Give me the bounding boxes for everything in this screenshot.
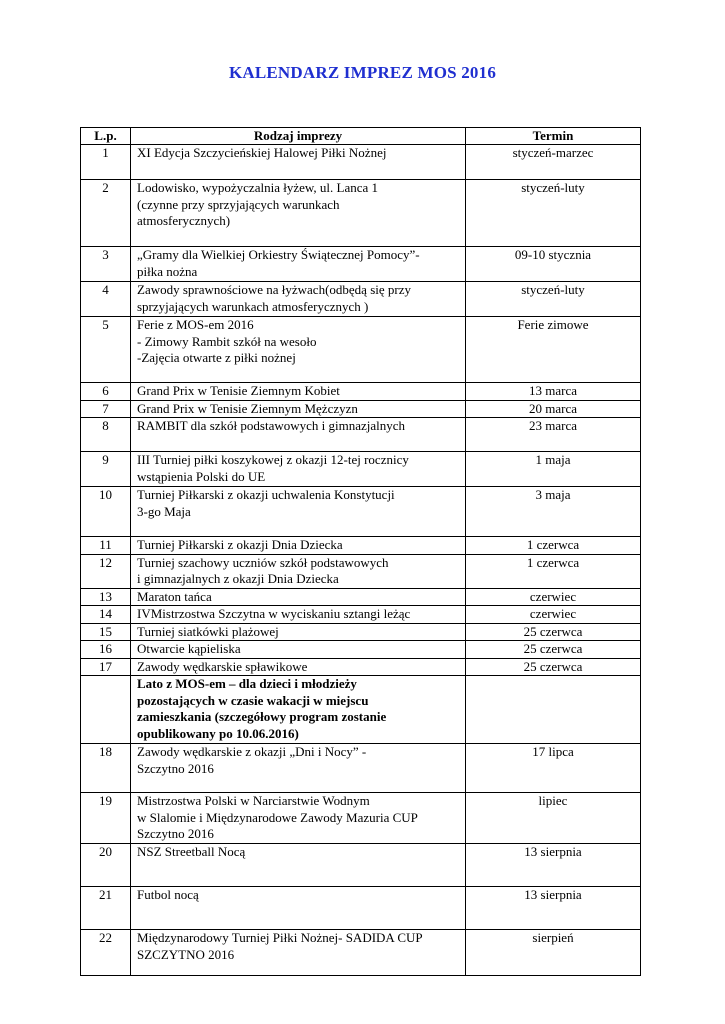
row-lp: 14 — [81, 606, 131, 624]
row-event: Zawody wędkarskie spławikowe — [131, 658, 466, 676]
table-row — [81, 487, 641, 537]
row-term: 13 sierpnia — [466, 887, 641, 930]
row-event: RAMBIT dla szkół podstawowych i gimnazjalnych — [131, 418, 466, 452]
row-event: Turniej szachowy uczniów szkół podstawowych i gimnazjalnych z okazji Dnia Dziecka — [131, 554, 466, 588]
row-term: styczeń-luty — [466, 282, 641, 317]
table-row — [81, 554, 641, 588]
row-event: Futbol nocą — [131, 887, 466, 930]
row-term: 13 sierpnia — [466, 844, 641, 887]
table-row — [81, 247, 641, 282]
row-term: 1 czerwca — [466, 537, 641, 555]
row-event: „Gramy dla Wielkiej Orkiestry Świątecznej Pomocy”- piłka nożna — [131, 247, 466, 282]
row-lp: 2 — [81, 180, 131, 247]
row-event: Zawody wędkarskie z okazji „Dni i Nocy” - Szczytno 2016 — [131, 744, 466, 793]
row-lp: 19 — [81, 793, 131, 844]
row-lp: 21 — [81, 887, 131, 930]
row-lp: 9 — [81, 452, 131, 487]
row-event: Grand Prix w Tenisie Ziemnym Mężczyzn — [131, 400, 466, 418]
row-term: czerwiec — [466, 606, 641, 624]
row-lp: 18 — [81, 744, 131, 793]
row-term: sierpień — [466, 930, 641, 976]
row-lp: 5 — [81, 317, 131, 383]
row-term — [466, 676, 641, 744]
row-term: 25 czerwca — [466, 658, 641, 676]
row-term: 09-10 stycznia — [466, 247, 641, 282]
table-row — [81, 623, 641, 641]
table-row — [81, 537, 641, 555]
row-event: Międzynarodowy Turniej Piłki Nożnej- SADIDA CUP SZCZYTNO 2016 — [131, 930, 466, 976]
row-lp: 10 — [81, 487, 131, 537]
header-event-type: Rodzaj imprezy — [131, 128, 466, 145]
table-row — [81, 930, 641, 976]
row-term: 25 czerwca — [466, 623, 641, 641]
row-term: Ferie zimowe — [466, 317, 641, 383]
events-table — [80, 127, 641, 976]
row-term: 25 czerwca — [466, 641, 641, 659]
table-row — [81, 588, 641, 606]
row-term: 23 marca — [466, 418, 641, 452]
row-event: Zawody sprawnościowe na łyżwach(odbędą się przy sprzyjających warunkach atmosferycznych ) — [131, 282, 466, 317]
table-row — [81, 452, 641, 487]
row-lp: 8 — [81, 418, 131, 452]
table-row — [81, 317, 641, 383]
row-lp: 15 — [81, 623, 131, 641]
row-lp: 13 — [81, 588, 131, 606]
table-row — [81, 887, 641, 930]
row-term: 1 maja — [466, 452, 641, 487]
row-event: Turniej Piłkarski z okazji uchwalenia Konstytucji 3-go Maja — [131, 487, 466, 537]
table-row — [81, 641, 641, 659]
row-event: III Turniej piłki koszykowej z okazji 12-tej rocznicy wstąpienia Polski do UE — [131, 452, 466, 487]
row-event: Otwarcie kąpieliska — [131, 641, 466, 659]
row-lp: 22 — [81, 930, 131, 976]
row-lp: 3 — [81, 247, 131, 282]
row-event: Grand Prix w Tenisie Ziemnym Kobiet — [131, 383, 466, 401]
table-row — [81, 658, 641, 676]
row-event: Lato z MOS-em – dla dzieci i młodzieży pozostających w czasie wakacji w miejscu zamieszkania (szczegółowy program zostanie opublikowany po 10.06.2016) — [131, 676, 466, 744]
row-term: czerwiec — [466, 588, 641, 606]
table-row — [81, 606, 641, 624]
row-event: Turniej siatkówki plażowej — [131, 623, 466, 641]
table-row — [81, 418, 641, 452]
row-event: Mistrzostwa Polski w Narciarstwie Wodnym w Slalomie i Międzynarodowe Zawody Mazuria CUP Szczytno 2016 — [131, 793, 466, 844]
row-term: 13 marca — [466, 383, 641, 401]
row-event: Turniej Piłkarski z okazji Dnia Dziecka — [131, 537, 466, 555]
row-lp: 17 — [81, 658, 131, 676]
row-lp: 11 — [81, 537, 131, 555]
table-row — [81, 844, 641, 887]
row-term: 17 lipca — [466, 744, 641, 793]
row-event: Ferie z MOS-em 2016 - Zimowy Rambit szkół na wesoło -Zajęcia otwarte z piłki nożnej — [131, 317, 466, 383]
row-event: XI Edycja Szczycieńskiej Halowej Piłki Nożnej — [131, 145, 466, 180]
table-row — [81, 744, 641, 793]
table-row — [81, 400, 641, 418]
table-row — [81, 383, 641, 401]
table-row — [81, 282, 641, 317]
row-event: NSZ Streetball Nocą — [131, 844, 466, 887]
row-lp: 20 — [81, 844, 131, 887]
row-lp: 7 — [81, 400, 131, 418]
table-row — [81, 145, 641, 180]
row-event: IVMistrzostwa Szczytna w wyciskaniu sztangi leżąc — [131, 606, 466, 624]
row-term: styczeń-marzec — [466, 145, 641, 180]
row-term: 20 marca — [466, 400, 641, 418]
row-lp: 1 — [81, 145, 131, 180]
document-title: KALENDARZ IMPREZ MOS 2016 — [228, 63, 497, 82]
header-lp: L.p. — [81, 128, 131, 145]
row-lp: 6 — [81, 383, 131, 401]
table-row — [81, 180, 641, 247]
table-row — [81, 793, 641, 844]
row-term: 3 maja — [466, 487, 641, 537]
row-lp — [81, 676, 131, 744]
row-lp: 4 — [81, 282, 131, 317]
row-term: lipiec — [466, 793, 641, 844]
table-header-row — [81, 128, 641, 145]
table-row-summer-program — [81, 676, 641, 744]
row-lp: 16 — [81, 641, 131, 659]
row-lp: 12 — [81, 554, 131, 588]
row-event: Maraton tańca — [131, 588, 466, 606]
row-term: styczeń-luty — [466, 180, 641, 247]
row-term: 1 czerwca — [466, 554, 641, 588]
row-event: Lodowisko, wypożyczalnia łyżew, ul. Lanca 1 (czynne przy sprzyjających warunkach atmosferycznych) — [131, 180, 466, 247]
header-term: Termin — [466, 128, 641, 145]
